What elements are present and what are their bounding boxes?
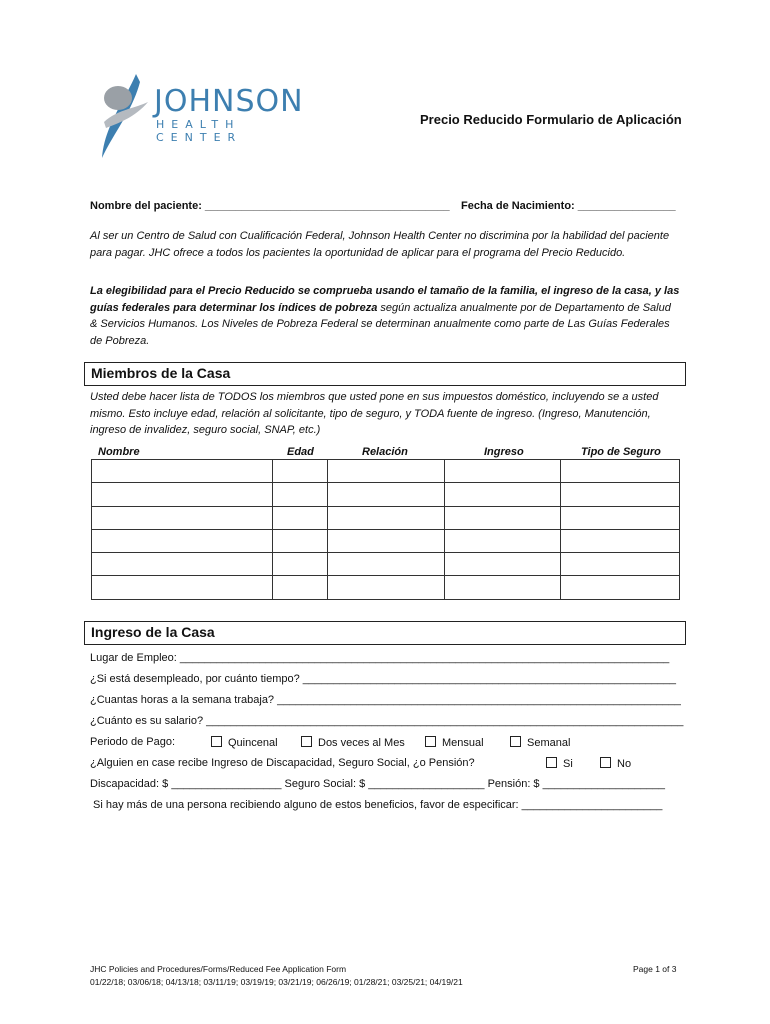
checkbox-icon[interactable]	[600, 757, 611, 768]
household-section-header	[84, 362, 686, 386]
pay-option-semanal[interactable]	[510, 736, 570, 749]
pay-option-label: Dos veces al Mes	[318, 737, 405, 749]
income-section-header	[84, 621, 686, 645]
footer-doc-path: JHC Policies and Procedures/Forms/Reduced Fee Application Form	[90, 964, 347, 974]
benefits-no-option[interactable]	[600, 757, 631, 770]
specify-field[interactable]: Si hay más de una persona recibiendo alguno de estos beneficios, favor de especificar: _______________________	[93, 799, 663, 811]
yes-label: Si	[563, 758, 573, 770]
eligibility-rest: según actualiza anualmente por de Departamento de Salud & Servicios Humanos. Los Niveles de Pobreza Federal se determinan anualmente como parte de Las Guías Federales de Pobreza.	[90, 301, 671, 347]
logo-mark-icon	[96, 72, 156, 162]
employer-field[interactable]: Lugar de Empleo: ________________________________________________________________________________	[90, 652, 670, 664]
pay-period-label: Periodo de Pago:	[90, 736, 176, 748]
col-header-insurance: Tipo de Seguro	[581, 446, 661, 458]
pay-option-quincenal[interactable]	[211, 736, 278, 749]
no-label: No	[617, 758, 632, 770]
benefit-amounts-field[interactable]: Discapacidad: $ __________________ Seguro Social: $ ___________________ Pensión: $ ____________________	[90, 778, 665, 790]
hours-field[interactable]: ¿Cuantas horas a la semana trabaja? __________________________________________________________________	[90, 694, 681, 706]
salary-field[interactable]: ¿Cuánto es su salario? ______________________________________________________________________________	[90, 715, 684, 727]
pay-option-label: Mensual	[442, 737, 484, 749]
household-title: Miembros de la Casa	[91, 365, 231, 381]
checkbox-icon[interactable]	[211, 736, 222, 747]
table-row	[92, 553, 680, 576]
dob-field[interactable]: Fecha de Nacimiento: ________________	[461, 200, 676, 212]
logo-main-text: JOHNSON	[154, 84, 304, 119]
footer-revisions: 01/22/18; 03/06/18; 04/13/18; 03/11/19; 03/19/19; 03/21/19; 06/26/19; 01/28/21; 03/25/21; 04/19/21	[90, 977, 463, 987]
pay-option-mensual[interactable]	[425, 736, 484, 749]
pay-option-label: Quincenal	[228, 737, 278, 749]
col-header-age: Edad	[287, 446, 314, 458]
income-title: Ingreso de la Casa	[91, 624, 215, 640]
household-instructions: Usted debe hacer lista de TODOS los miembros que usted pone en sus impuestos doméstico, incluyendo se a usted mismo. Esto incluye edad, relación al solicitante, tipo de seguro, y TODA fuente de ingreso. (Ingreso, Manutención, ingreso de invalidez, seguro social, SNAP, etc.)	[90, 391, 659, 436]
table-row	[92, 506, 680, 529]
intro-paragraph: Al ser un Centro de Salud con Cualificación Federal, Johnson Health Center no discrimina por la habilidad del paciente para pagar. JHC ofrece a todos los pacientes la oportunidad de aplicar para el programa del Precio Reducido.	[90, 230, 670, 259]
logo	[96, 72, 336, 162]
benefits-question: ¿Alguien en case recibe Ingreso de Discapacidad, Seguro Social, ¿o Pensión?	[90, 757, 475, 769]
col-header-name: Nombre	[98, 446, 140, 458]
table-row	[92, 460, 680, 483]
household-table	[91, 459, 680, 600]
footer-page-number: Page 1 of 3	[633, 964, 677, 974]
checkbox-icon[interactable]	[425, 736, 436, 747]
checkbox-icon[interactable]	[546, 757, 557, 768]
benefits-yes-option[interactable]	[546, 757, 573, 770]
checkbox-icon[interactable]	[301, 736, 312, 747]
unemployed-field[interactable]: ¿Si está desempleado, por cuánto tiempo? _____________________________________________________________	[90, 673, 676, 685]
col-header-income: Ingreso	[484, 446, 524, 458]
checkbox-icon[interactable]	[510, 736, 521, 747]
page-title: Precio Reducido Formulario de Aplicación	[420, 112, 682, 127]
col-header-relation: Relación	[362, 446, 408, 458]
table-row	[92, 483, 680, 506]
table-row	[92, 529, 680, 552]
patient-name-field[interactable]: Nombre del paciente: ________________________________________	[90, 200, 450, 212]
pay-option-dos-veces[interactable]	[301, 736, 405, 749]
table-row	[92, 576, 680, 599]
pay-option-label: Semanal	[527, 737, 571, 749]
eligibility-bold: La elegibilidad para el Precio Reducido se comprueba usando el tamaño de la familia, el ingreso de la casa, y las guías federales para determinar los índices de pobreza	[90, 285, 680, 314]
eligibility-paragraph	[90, 283, 680, 349]
logo-sub-text: HEALTH CENTER	[156, 118, 243, 144]
